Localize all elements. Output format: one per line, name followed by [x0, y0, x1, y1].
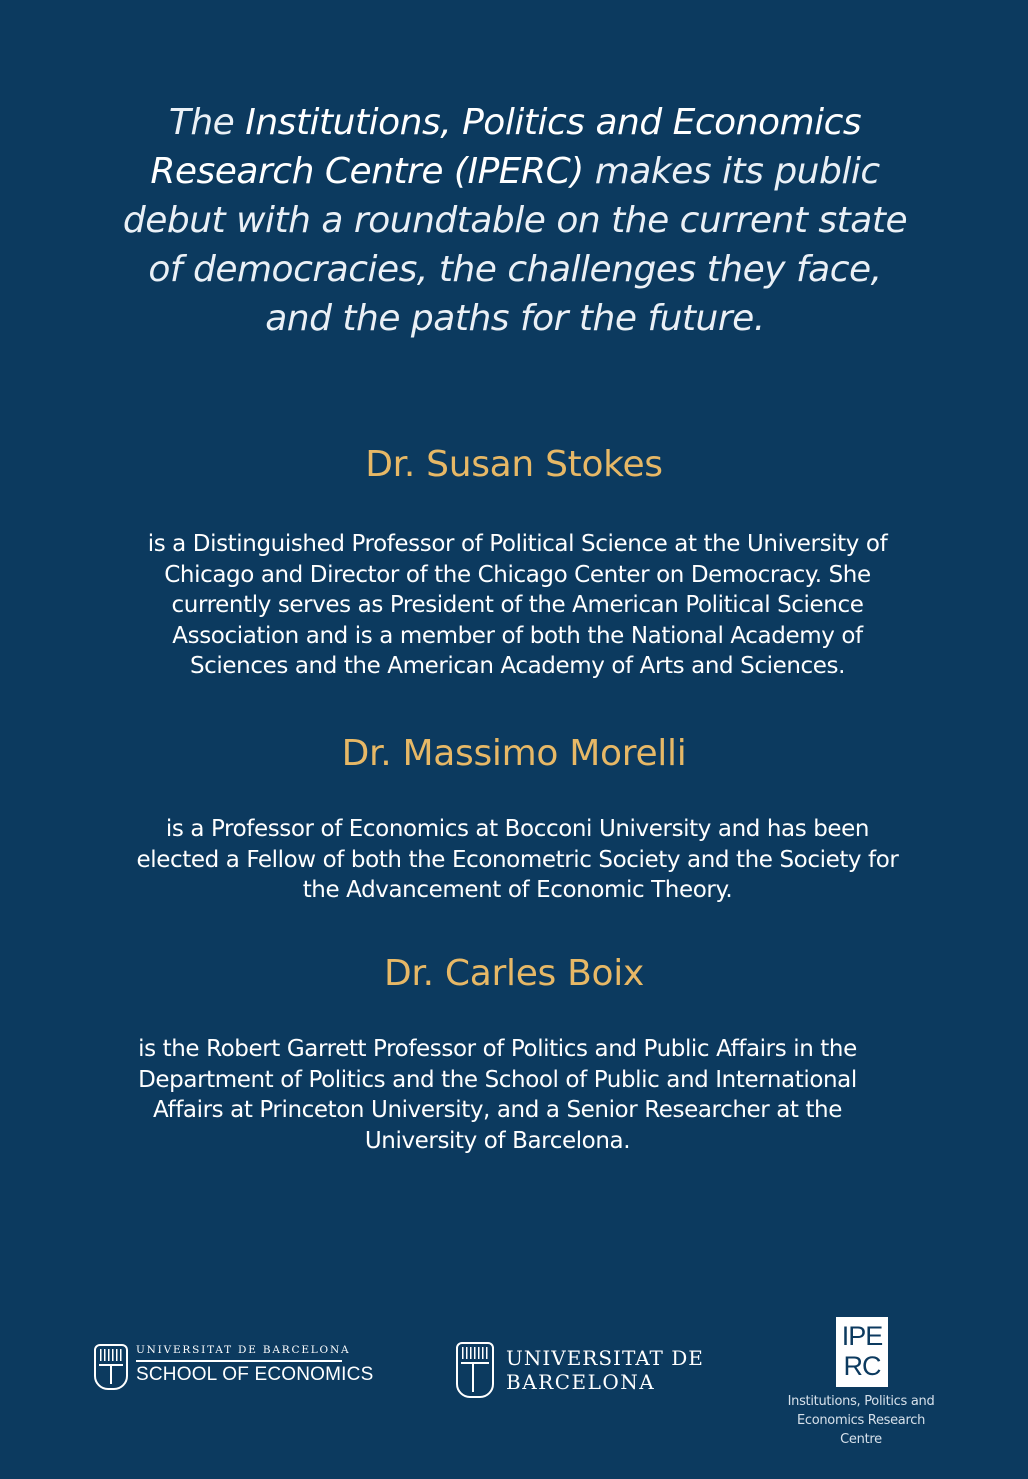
ub-crest-icon — [94, 1344, 128, 1390]
iperc-logo[interactable] — [780, 1316, 942, 1451]
iperc-mark-line2: RC — [843, 1351, 881, 1381]
intro-centre-name: Institutions, Politics and Economics Research Centre (IPERC) — [150, 102, 862, 192]
ub-school-bottom-text: SCHOOL OF ECONOMICS — [136, 1364, 374, 1385]
ub-school-of-economics-logo[interactable] — [94, 1342, 374, 1392]
intro-text-end: makes its public debut with a roundtable on the current state of democracies, the challenges they face, and the paths for the future. — [122, 151, 908, 339]
speaker-name-morelli: Dr. Massimo Morelli — [341, 733, 687, 774]
ub-school-divider — [136, 1360, 342, 1362]
speaker-bio-boix: is the Robert Garrett Professor of Politics and Public Affairs in the Department of Politics and the School of Public and International Affairs at Princeton University, and a Senior Researcher at the University of Barcelona. — [138, 1036, 857, 1154]
iperc-mark-line1: IPE — [841, 1321, 883, 1351]
ub-logo-line1: UNIVERSITAT DE — [506, 1346, 704, 1370]
ub-crest-icon — [456, 1342, 494, 1398]
ub-school-top-text: UNIVERSITAT DE BARCELONA — [136, 1344, 351, 1356]
speaker-name-stokes: Dr. Susan Stokes — [365, 444, 663, 485]
intro-text-start: The — [168, 102, 246, 143]
iperc-caption: Institutions, Politics and Economics Research Centre — [787, 1394, 935, 1447]
intro-paragraph — [120, 98, 910, 343]
iperc-mark — [836, 1317, 888, 1387]
speaker-name-boix: Dr. Carles Boix — [384, 953, 644, 994]
speaker-bio-stokes: is a Distinguished Professor of Political Science at the University of Chicago and Director of the Chicago Center on Democracy. She currently serves as President of the American Political Science Association and is a member of both the National Academy of Sciences and the American Academy of Arts and Sciences. — [147, 531, 888, 679]
universitat-de-barcelona-logo[interactable] — [456, 1340, 704, 1402]
ub-logo-line2: BARCELONA — [506, 1370, 656, 1394]
speaker-bio-morelli: is a Professor of Economics at Bocconi University and has been elected a Fellow of both the Econometric Society and the Society for the Advancement of Economic Theory. — [136, 816, 899, 903]
